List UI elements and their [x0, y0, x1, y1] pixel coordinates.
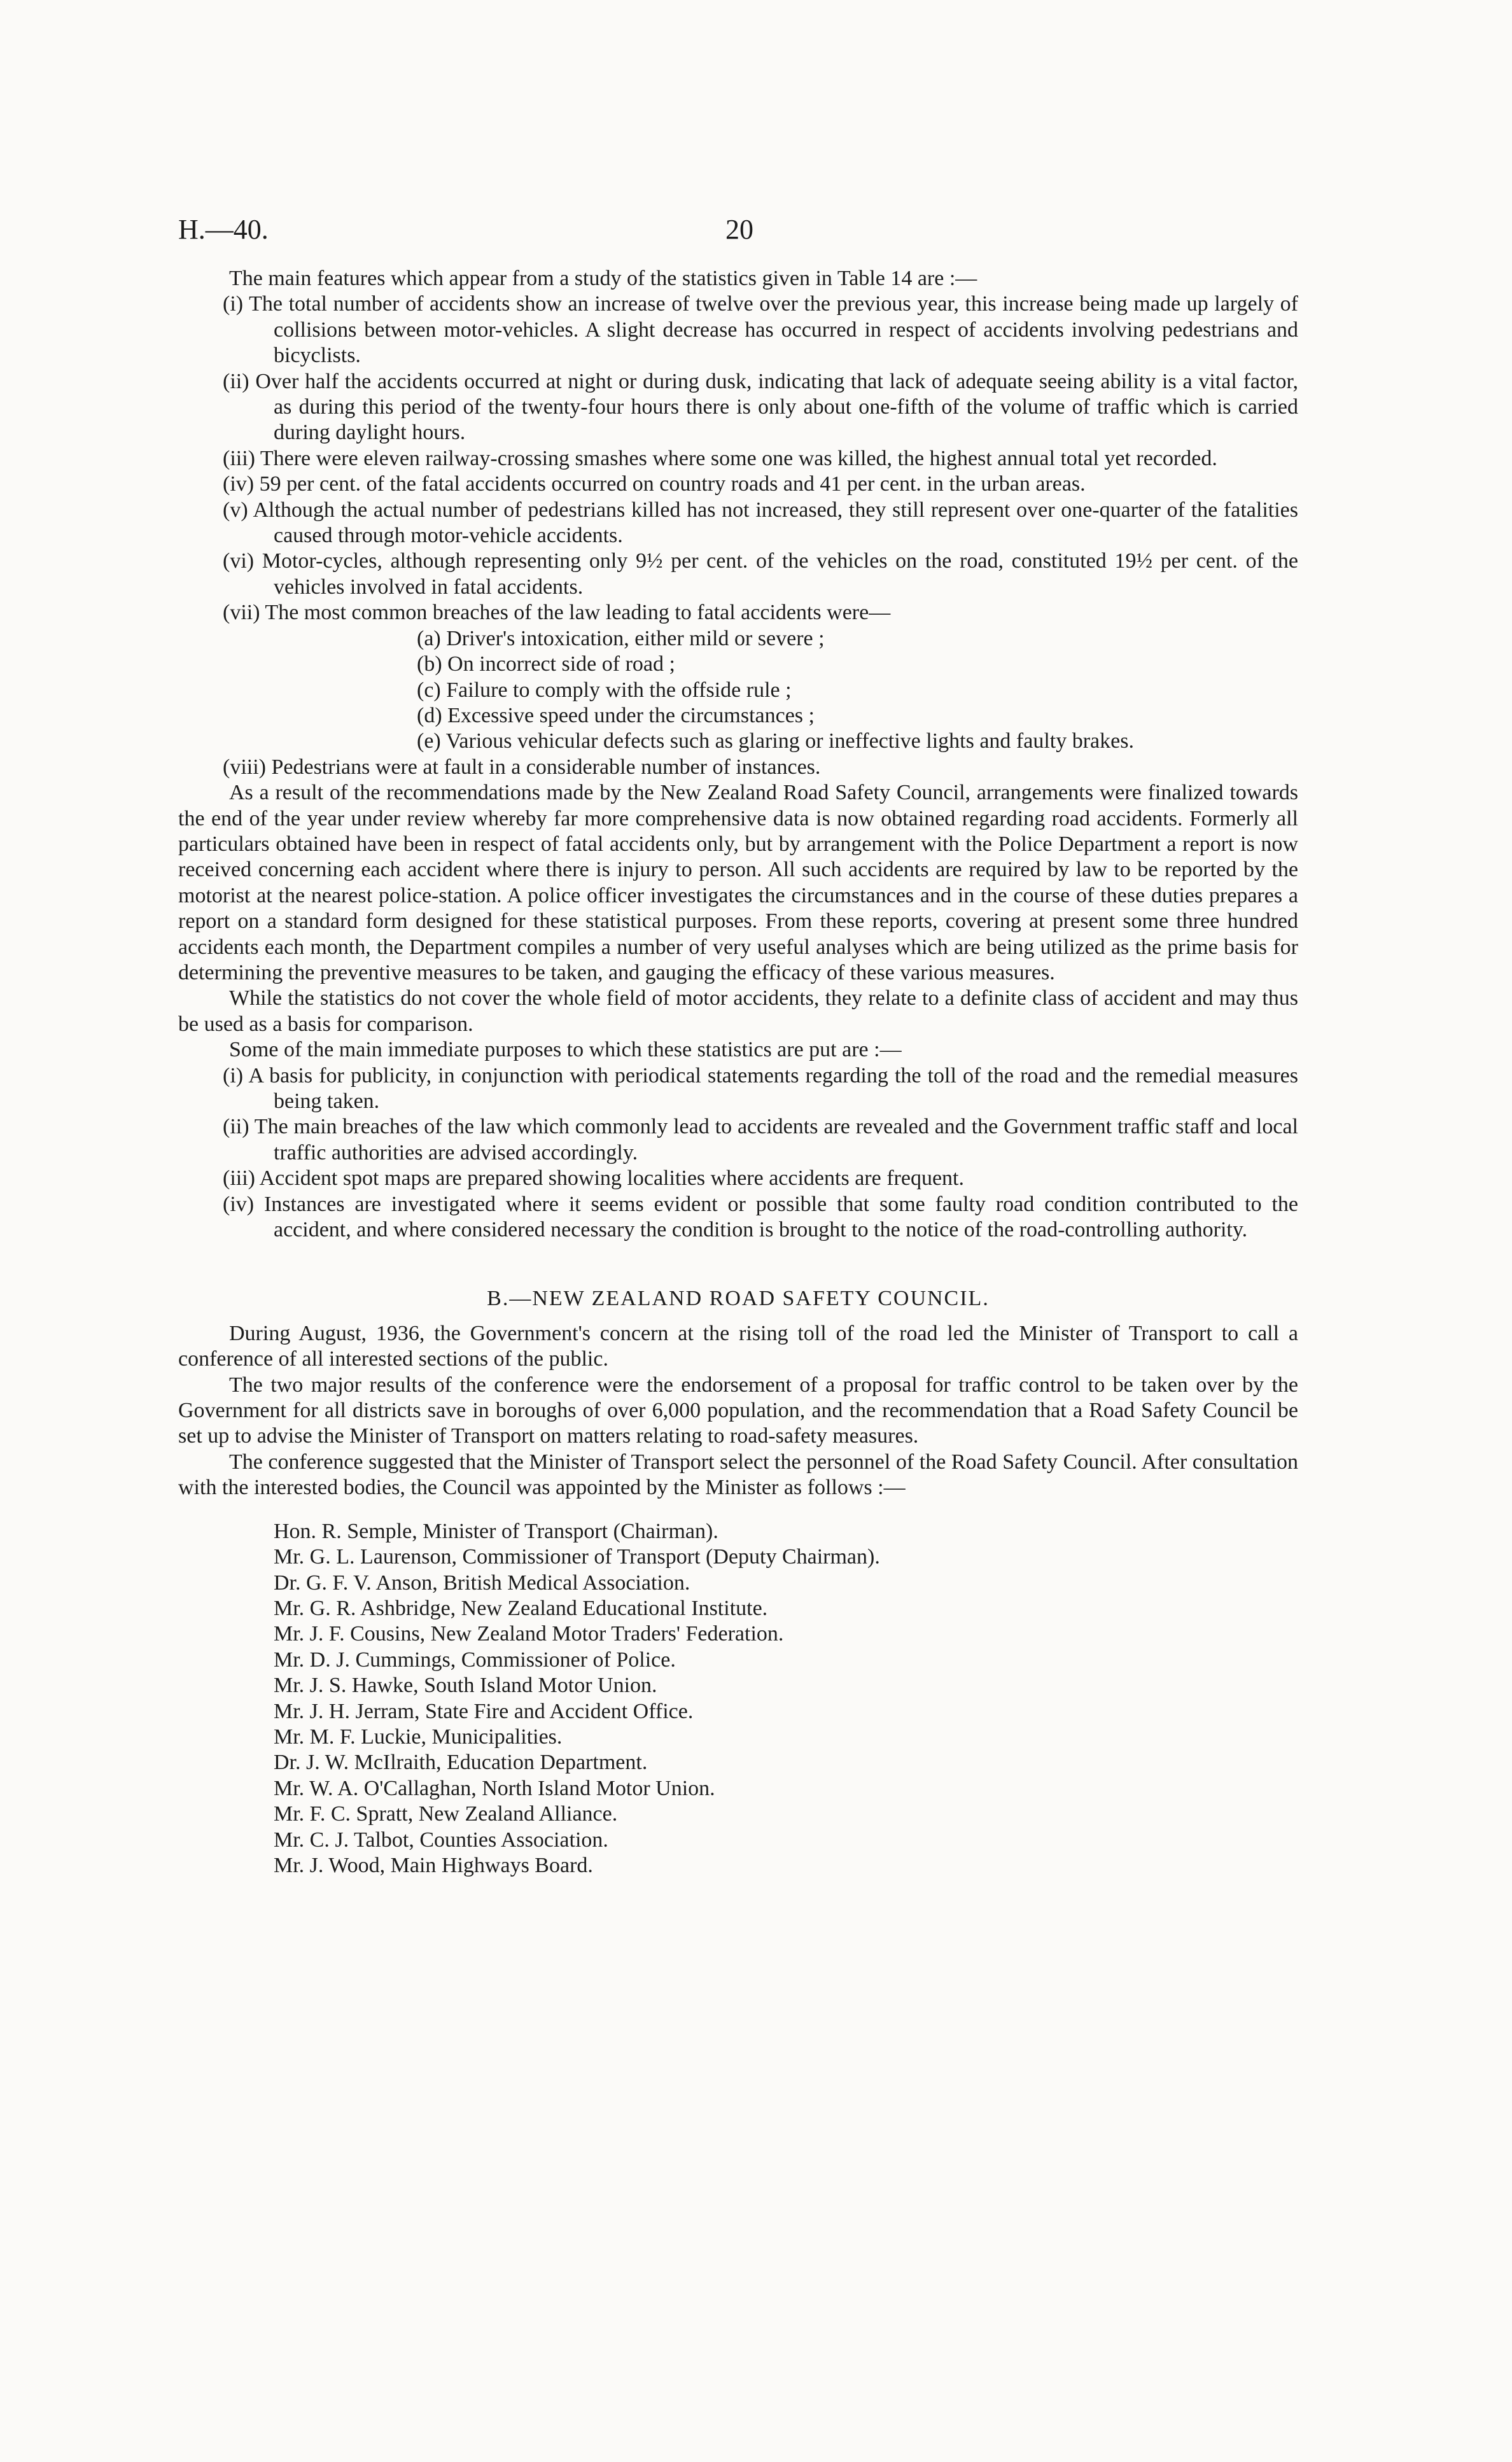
- feature-item: (iii) There were eleven railway-crossing smashes where some one was killed, the highest annual total yet recorded.: [223, 446, 1217, 470]
- section-heading: B.—NEW ZEALAND ROAD SAFETY COUNCIL.: [487, 1287, 990, 1311]
- council-paragraph: During August, 1936, the Government's concern at the rising toll of the road led the Minister of Transport to call a conference of all interested sections of the public.: [178, 1321, 1298, 1371]
- purpose-item: (i) A basis for publicity, in conjunction with periodical statements regarding the toll of the road and the remedial measures being taken.: [223, 1063, 1298, 1113]
- feature-item: (ii) Over half the accidents occurred at night or during dusk, indicating that lack of adequate seeing ability is a vital factor, as during this period of the twenty-four hours there is only about one-fifth of the volume of traffic which is carried during daylight hours.: [223, 369, 1298, 445]
- member-item: Mr. J. Wood, Main Highways Board.: [274, 1853, 593, 1877]
- breach-item: (c) Failure to comply with the offside rule ;: [417, 678, 792, 702]
- feature-item: (iv) 59 per cent. of the fatal accidents occurred on country roads and 41 per cent. in the urban areas.: [223, 472, 1086, 496]
- member-item: Mr. M. F. Luckie, Municipalities.: [274, 1724, 563, 1749]
- breach-item: (b) On incorrect side of road ;: [417, 652, 675, 676]
- comparison-paragraph: While the statistics do not cover the whole field of motor accidents, they relate to a definite class of accident and may thus be used as a basis for comparison.: [178, 986, 1298, 1036]
- member-item: Dr. J. W. McIlraith, Education Department.: [274, 1751, 648, 1775]
- feature-item: (v) Although the actual number of pedestrians killed has not increased, they still represent over one-quarter of the fatalities caused through motor-vehicle accidents.: [223, 498, 1298, 548]
- member-item: Hon. R. Semple, Minister of Transport (Chairman).: [274, 1519, 718, 1543]
- member-item: Mr. G. R. Ashbridge, New Zealand Educational Institute.: [274, 1596, 768, 1620]
- member-item: Dr. G. F. V. Anson, British Medical Association.: [274, 1570, 690, 1595]
- breach-item: (d) Excessive speed under the circumstances ;: [417, 703, 815, 727]
- member-item: Mr. G. L. Laurenson, Commissioner of Transport (Deputy Chairman).: [274, 1545, 880, 1569]
- page-number: 20: [725, 214, 753, 245]
- breach-item: (e) Various vehicular defects such as glaring or ineffective lights and faulty brakes.: [417, 729, 1134, 753]
- breach-item: (a) Driver's intoxication, either mild or severe ;: [417, 626, 825, 650]
- member-item: Mr. J. F. Cousins, New Zealand Motor Traders' Federation.: [274, 1622, 784, 1646]
- spacer: [178, 1501, 1298, 1519]
- feature-item: (i) The total number of accidents show an increase of twelve over the previous year, this increase being made up largely of collisions between motor-vehicles. A slight decrease has occurred in respect of accidents involving pedestrians and bicyclists.: [223, 292, 1298, 368]
- feature-item: (viii) Pedestrians were at fault in a considerable number of instances.: [223, 755, 821, 779]
- recommendations-paragraph: As a result of the recommendations made by the New Zealand Road Safety Council, arrangements were finalized towards the end of the year under review whereby far more comprehensive data is now obtained regarding road accidents. Formerly all particulars obtained have been in respect of fatal accidents only, but by arrangement with the Police Department a report is now received concerning each accident where there is injury to person. All such accidents are required by law to be reported by the motorist at the nearest police-station. A police officer investigates the circumstances and in the course of these duties prepares a report on a standard form designed for these statistical purposes. From these reports, covering at present some three hundred accidents each month, the Department compiles a number of very useful analyses which are being utilized as the prime basis for determining the preventive measures to be taken, and gauging the efficacy of these various measures.: [178, 781, 1298, 984]
- member-item: Mr. F. C. Spratt, New Zealand Alliance.: [274, 1802, 618, 1826]
- purposes-intro: Some of the main immediate purposes to which these statistics are put are :—: [229, 1038, 902, 1062]
- member-item: Mr. D. J. Cummings, Commissioner of Police.: [274, 1647, 676, 1672]
- purpose-item: (iv) Instances are investigated where it seems evident or possible that some faulty road condition contributed to the accident, and where considered necessary the condition is brought to the notice of the road-controlling authority.: [223, 1192, 1298, 1242]
- member-item: Mr. C. J. Talbot, Counties Association.: [274, 1828, 608, 1852]
- purpose-item: (ii) The main breaches of the law which commonly lead to accidents are revealed and the Government traffic staff and local traffic authorities are advised accordingly.: [223, 1115, 1298, 1165]
- council-members-list: [178, 1519, 1298, 1879]
- member-item: Mr. W. A. O'Callaghan, North Island Motor Union.: [274, 1776, 715, 1800]
- document-reference: H.—40.: [178, 214, 269, 245]
- purpose-item: (iii) Accident spot maps are prepared showing localities where accidents are frequent.: [223, 1166, 964, 1191]
- member-item: Mr. J. S. Hawke, South Island Motor Union.: [274, 1674, 657, 1698]
- council-paragraph: The two major results of the conference were the endorsement of a proposal for traffic control to be taken over by the Government for all districts save in boroughs of over 6,000 population, and the recommendation that a Road Safety Council be set up to advise the Minister of Transport on matters relating to road-safety measures.: [178, 1373, 1298, 1448]
- features-intro: The main features which appear from a study of the statistics given in Table 14 are :—: [229, 267, 977, 290]
- document-body: [178, 266, 1298, 1878]
- feature-item: (vii) The most common breaches of the law leading to fatal accidents were—: [223, 601, 891, 625]
- member-item: Mr. J. H. Jerram, State Fire and Accident Office.: [274, 1699, 694, 1723]
- feature-item: (vi) Motor-cycles, although representing only 9½ per cent. of the vehicles on the road, constituted 19½ per cent. of the vehicles involved in fatal accidents.: [223, 549, 1298, 599]
- council-paragraph: The conference suggested that the Minister of Transport select the personnel of the Road Safety Council. After consultation with the interested bodies, the Council was appointed by the Minister as follows :—: [178, 1450, 1298, 1500]
